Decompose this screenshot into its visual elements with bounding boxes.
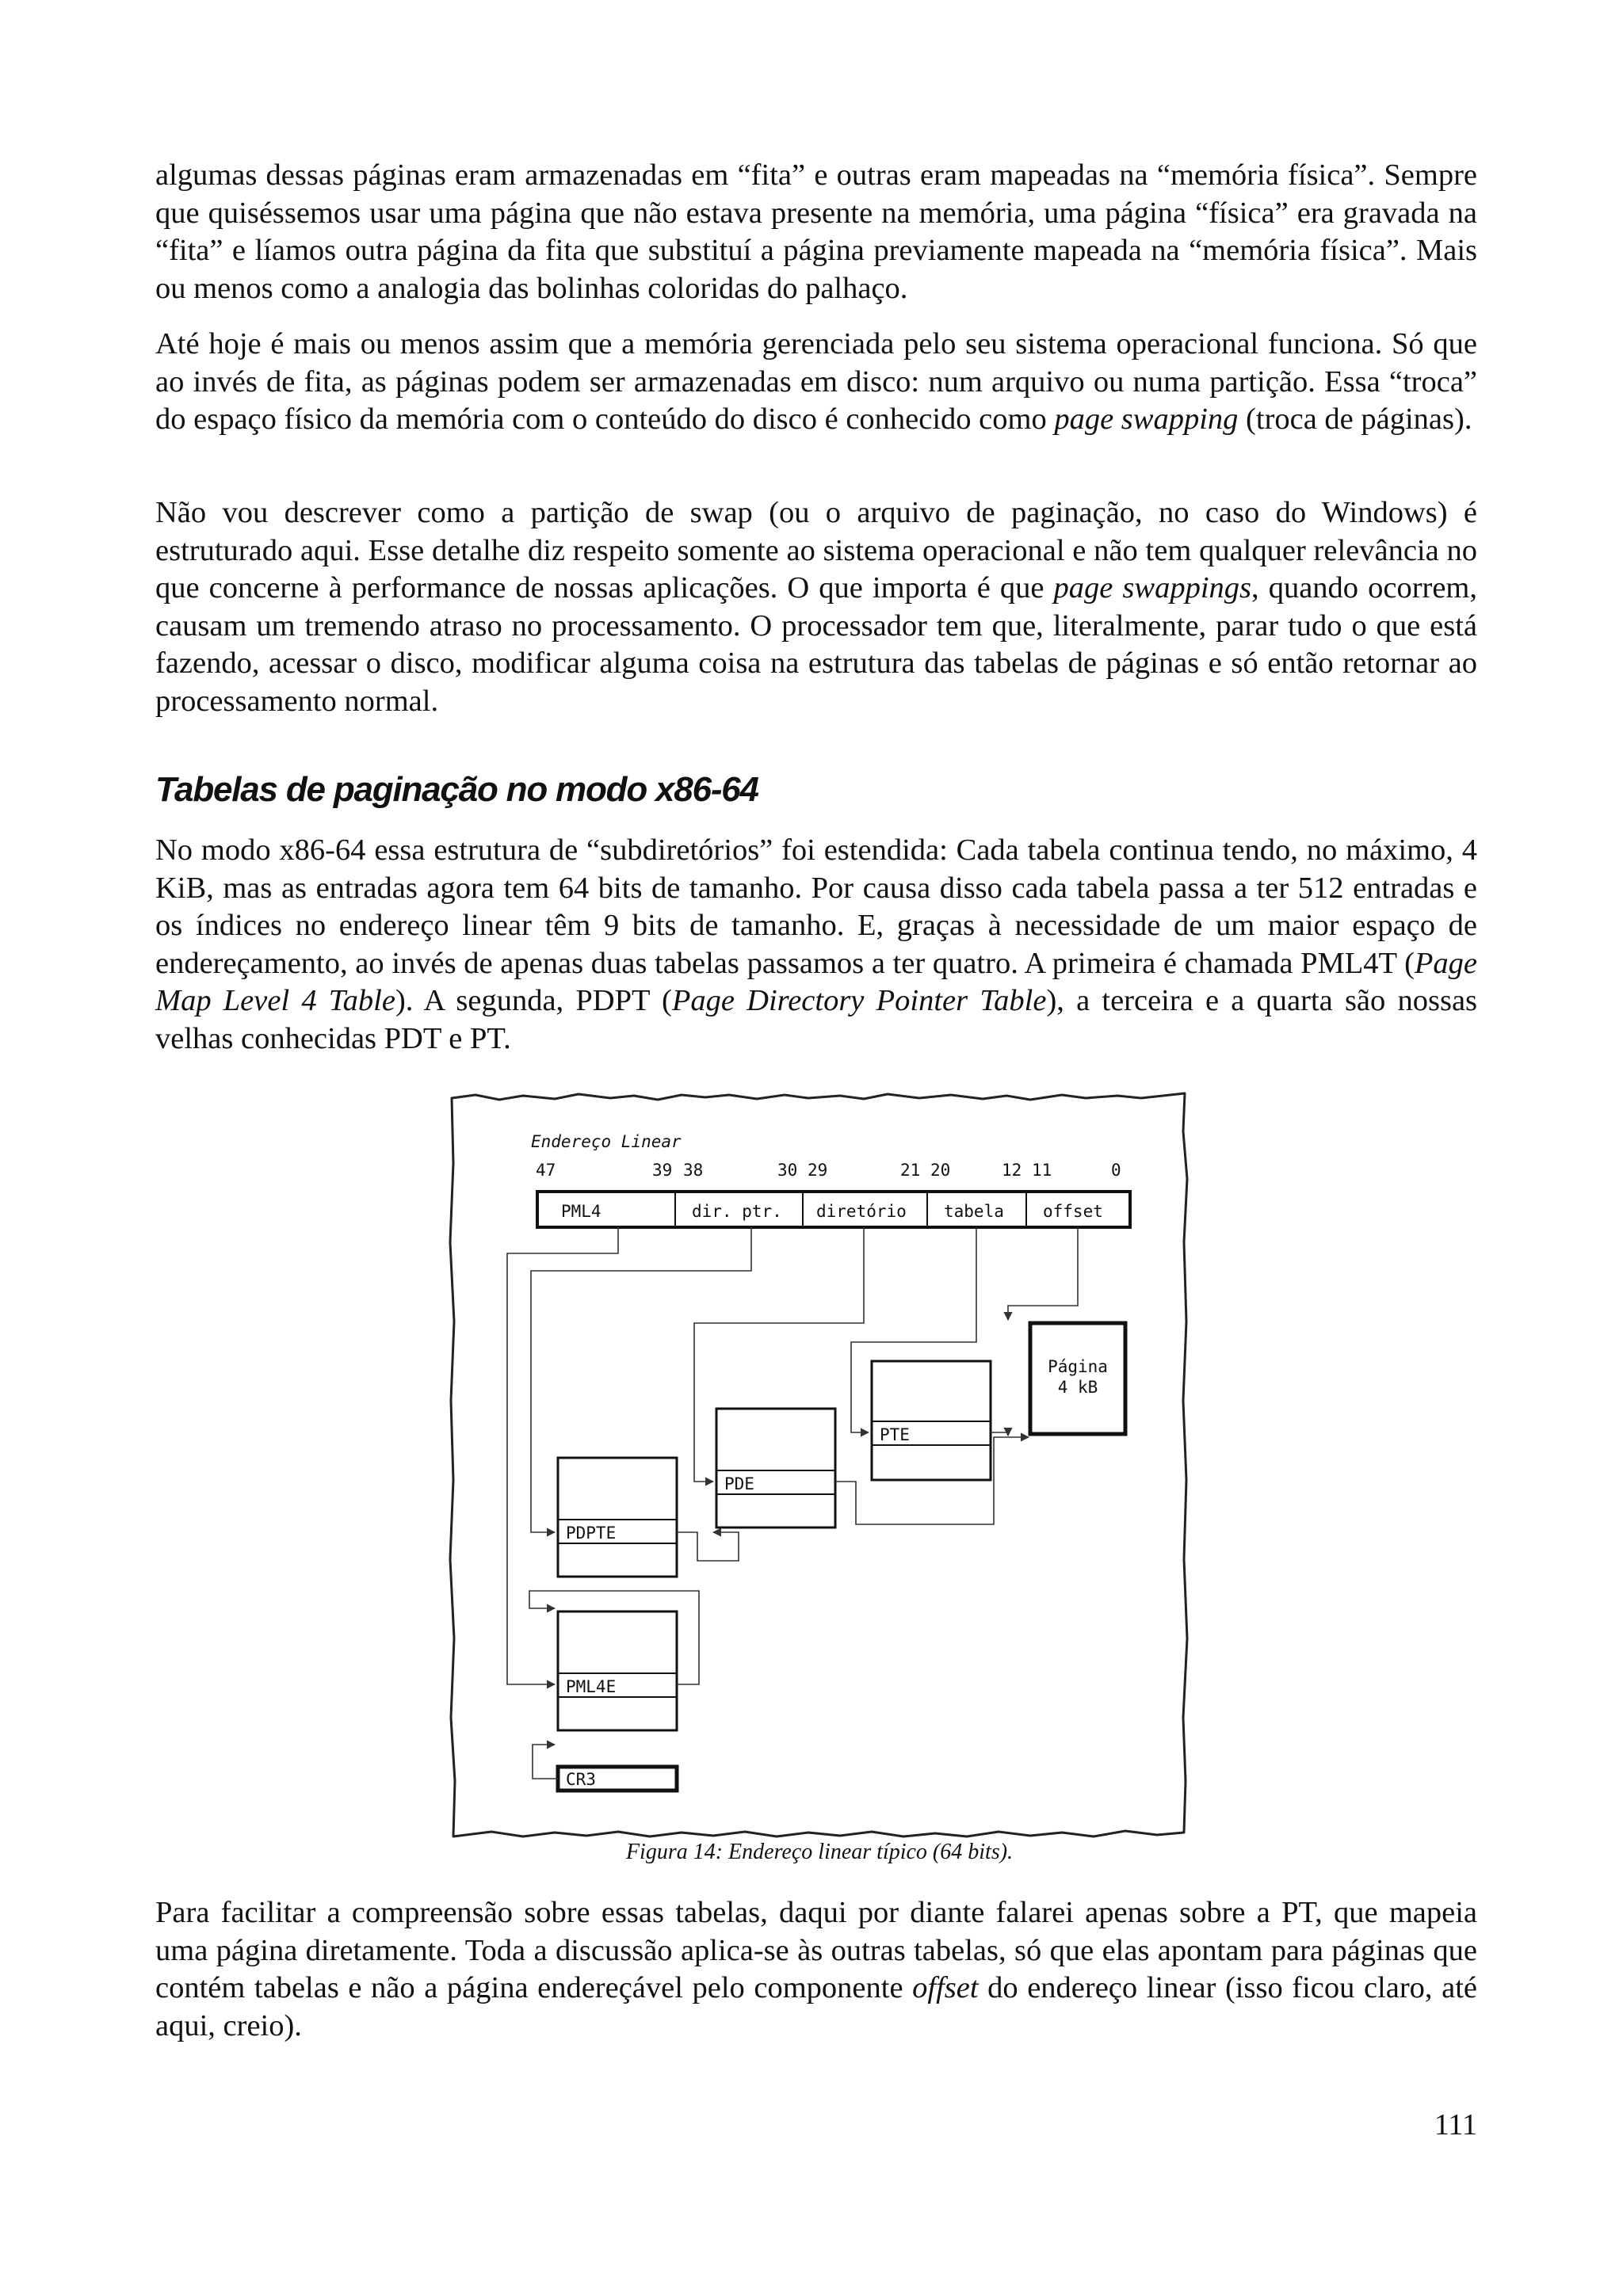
page-size-label: 4 kB (1057, 1378, 1098, 1397)
italic-term: page swapping (1054, 402, 1239, 437)
text-run: do endereço linear (isso ficou claro, até aqui, creio). (155, 1971, 1477, 2042)
figure-caption: Figura 14: Endereço linear típico (64 bits). (625, 1840, 1014, 1864)
field-diretorio: diretório (816, 1202, 907, 1221)
pml4e-label: PML4E (566, 1677, 617, 1696)
text-run: No modo x86-64 essa estrutura de “subdiretórios” foi estendida: Cada tabela continua tendo, no máximo, 4 KiB, mas as entradas agora tem 64 bits de tamanho. Por causa disso cada tabela passa a ter 512 entradas e os índices no endereço linear têm 9 bits de tamanho. E, graças à necessidade de um maior espaço de endereçamento, ao invés de apenas duas tabelas passamos a ter quatro. A primeira é chamada PML4T ( (155, 833, 1477, 980)
linear-address-title: Endereço Linear (531, 1132, 682, 1151)
page-number: 111 (1434, 2108, 1477, 2142)
text-run: Para facilitar a compreensão sobre essas tabelas, daqui por diante falarei apenas sobre a PT, que mapeia uma página diretamente. Toda a discussão aplica-se às outras tabelas, só que elas apontam para páginas que contém tabelas e não a página endereçável pelo componente (155, 1896, 1477, 2005)
italic-term: Page Map Level 4 Table (155, 946, 1477, 1018)
text-run: , quando ocorrem, causam um tremendo atraso no processamento. O processador tem que, literalmente, parar tudo o que está fazendo, acessar o disco, modificar alguma coisa na estrutura das tabelas de páginas e só então retornar ao processamento normal. (155, 571, 1477, 718)
field-pml4: PML4 (561, 1202, 601, 1221)
text-run: Não vou descrever como a partição de swap (ou o arquivo de paginação, no caso do Windows) é estruturado aqui. Esse detalhe diz respeito somente ao sistema operacional e não tem qualquer relevância no que concerne à performance de nossas aplicações. O que importa é que (155, 496, 1477, 605)
figure-linear-address (444, 1084, 1195, 1852)
bit-label-12: 12 (1002, 1161, 1022, 1180)
italic-term: offset (912, 1971, 979, 2005)
bit-label-47: 47 (536, 1161, 556, 1180)
paragraph-1 (155, 157, 1477, 307)
field-dir-ptr: dir. ptr. (692, 1202, 782, 1221)
italic-term: page swappings (1053, 571, 1252, 605)
paragraph-3 (155, 494, 1477, 721)
section-heading: Tabelas de paginação no modo x86-64 (155, 770, 758, 809)
bit-label-0: 0 (1111, 1161, 1121, 1180)
bit-label-38: 38 (683, 1161, 704, 1180)
pml4-table (558, 1611, 677, 1730)
text-run: ), a terceira e a quarta são nossas velhas conhecidas PDT e PT. (155, 984, 1478, 1055)
bit-label-39: 39 (652, 1161, 673, 1180)
paragraph-2 (155, 326, 1477, 439)
text-run: Até hoje é mais ou menos assim que a memória gerenciada pelo seu sistema operacional funciona. Só que ao invés de fita, as páginas podem ser armazenadas em disco: num arquivo ou numa partição. Essa “troca” do espaço físico da memória com o conteúdo do disco é conhecido como (155, 327, 1477, 437)
pd-table (716, 1409, 835, 1527)
bit-label-21: 21 (900, 1161, 921, 1180)
field-tabela: tabela (944, 1202, 1004, 1221)
paragraph-4 (155, 832, 1477, 1058)
cr3-label: CR3 (566, 1770, 596, 1789)
text-run: ). A segunda, PDPT ( (395, 984, 672, 1018)
paragraph-5 (155, 1894, 1477, 2045)
pdpte-label: PDPTE (566, 1524, 617, 1543)
text-run: algumas dessas páginas eram armazenadas em “fita” e outras eram mapeadas na “memória física”. Sempre que quiséssemos usar uma página que não estava presente na memória, uma página “física” era gravada na “fita” e líamos outra página da fita que substituí a página previamente mapeada na “memória física”. Mais ou menos como a analogia das bolinhas coloridas do palhaço. (155, 158, 1477, 305)
field-offset: offset (1043, 1202, 1103, 1221)
bit-label-29: 29 (808, 1161, 828, 1180)
italic-term: Page Directory Pointer Table (671, 984, 1047, 1018)
pte-label: PTE (880, 1425, 910, 1444)
pdpt-table (558, 1458, 677, 1577)
bit-label-20: 20 (930, 1161, 951, 1180)
page-label: Página (1048, 1357, 1108, 1376)
bit-label-11: 11 (1032, 1161, 1052, 1180)
bit-label-30: 30 (777, 1161, 798, 1180)
pde-label: PDE (724, 1474, 754, 1493)
text-run: (troca de páginas). (1238, 402, 1472, 437)
